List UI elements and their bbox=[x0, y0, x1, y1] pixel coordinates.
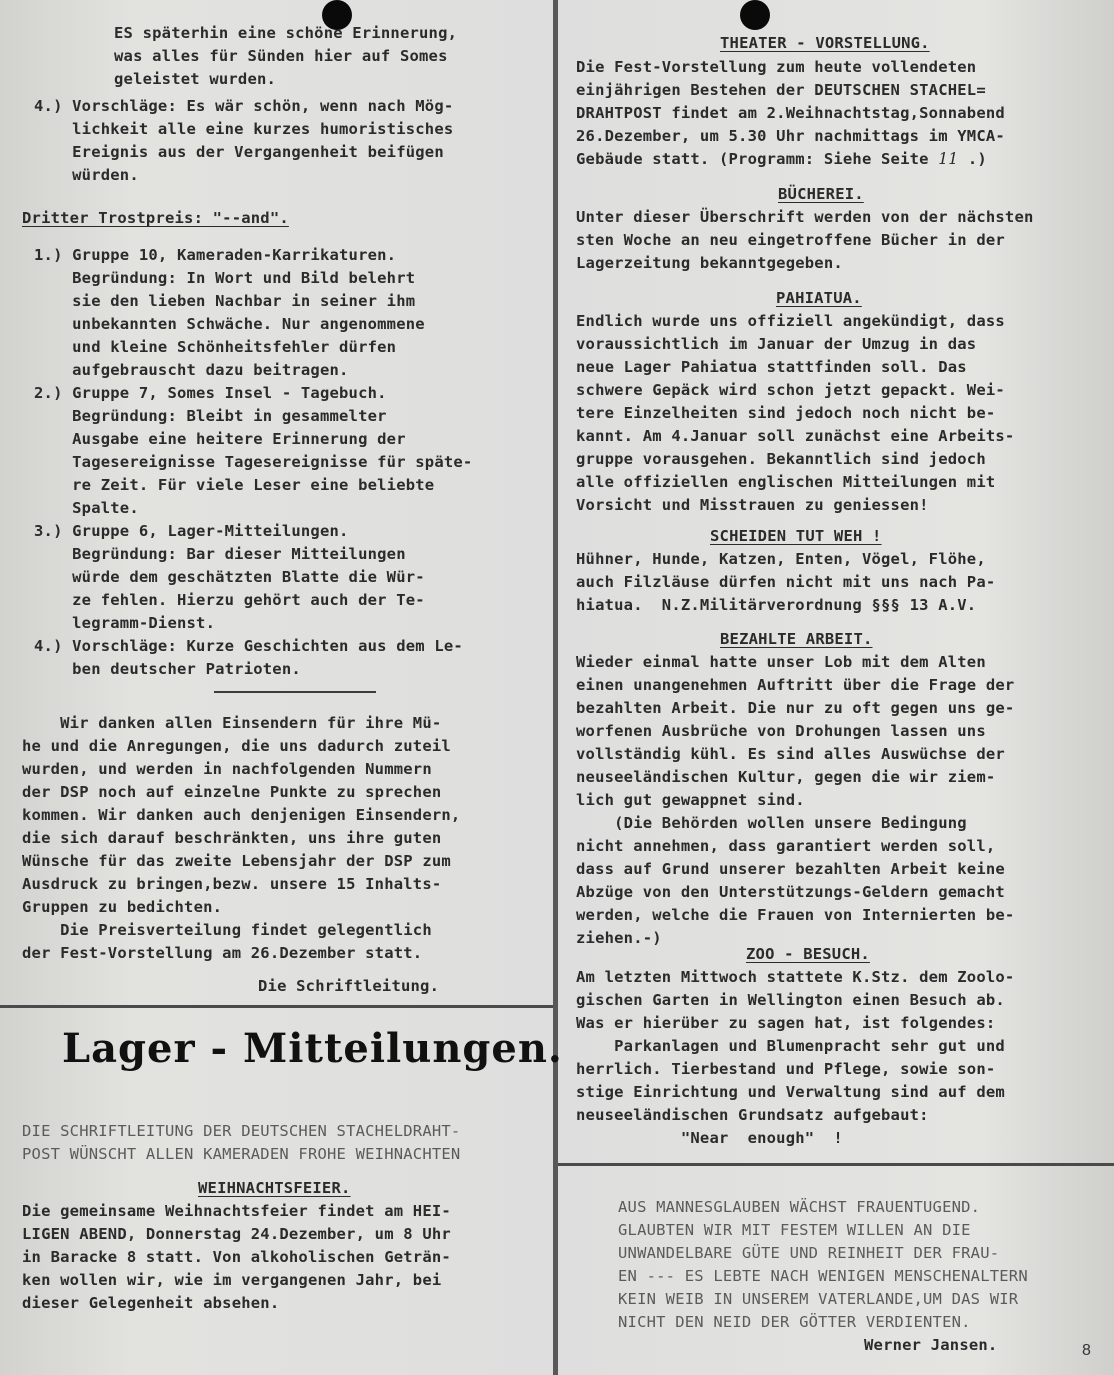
page-number: 8 bbox=[1082, 1342, 1091, 1359]
text-line: POST WÜNSCHT ALLEN KAMERADEN FROHE WEIHNACHTEN bbox=[22, 1145, 461, 1163]
text-line: ES späterhin eine schöne Erinnerung, bbox=[114, 24, 458, 42]
text-line: KEIN WEIB IN UNSEREM VATERLANDE,UM DAS WIR bbox=[618, 1290, 1019, 1308]
text-line: GLAUBTEN WIR MIT FESTEM WILLEN AN DIE bbox=[618, 1221, 971, 1239]
text-line: der DSP noch auf einzelne Punkte zu sprechen bbox=[22, 783, 442, 801]
text-fragment: Gebäude statt. (Programm: Siehe Seite bbox=[576, 150, 939, 168]
text-line: Unter dieser Überschrift werden von der nächsten bbox=[576, 208, 1034, 226]
text-line: dass auf Grund unserer bezahlten Arbeit keine bbox=[576, 860, 1005, 878]
text-line: 4.) Vorschläge: Es wär schön, wenn nach Mög- bbox=[34, 97, 454, 115]
text-line: 3.) Gruppe 6, Lager-Mitteilungen. bbox=[34, 522, 349, 540]
punch-hole-right bbox=[740, 0, 770, 30]
text-line: alle offiziellen englischen Mitteilungen mit bbox=[576, 473, 996, 491]
text-line: Begründung: Bleibt in gesammelter bbox=[34, 407, 387, 425]
text-line: neue Lager Pahiatua stattfinden soll. Das bbox=[576, 358, 967, 376]
text-line: Was er hierüber zu sagen hat, ist folgendes: bbox=[576, 1014, 996, 1032]
text-line: sie den lieben Nachbar in seiner ihm bbox=[34, 292, 416, 310]
text-line: voraussichtlich im Januar der Umzug in das bbox=[576, 335, 977, 353]
signature: Die Schriftleitung. bbox=[258, 977, 440, 995]
text-line: Abzüge von den Unterstützungs-Geldern gemacht bbox=[576, 883, 1005, 901]
text-line: dieser Gelegenheit absehen. bbox=[22, 1294, 280, 1312]
text-line: DIE SCHRIFTLEITUNG DER DEUTSCHEN STACHELDRAHT- bbox=[22, 1122, 461, 1140]
text-line: und kleine Schönheitsfehler dürfen bbox=[34, 338, 397, 356]
text-line: LIGEN ABEND, Donnerstag 24.Dezember, um 8 Uhr bbox=[22, 1225, 451, 1243]
text-line: UNWANDELBARE GÜTE UND REINHEIT DER FRAU- bbox=[618, 1244, 1000, 1262]
text-line: gischen Garten in Wellington einen Besuch ab. bbox=[576, 991, 1005, 1009]
text-line: vollständig kühl. Es sind alles Auswüchse der bbox=[576, 745, 1005, 763]
text-line: neuseeländischen Grundsatz aufgebaut: bbox=[576, 1106, 929, 1124]
section-title: Lager - Mitteilungen. bbox=[62, 1025, 563, 1072]
text-line: in Baracke 8 statt. Von alkoholischen Geträn- bbox=[22, 1248, 451, 1266]
handwritten-page-ref: 11 bbox=[938, 150, 959, 168]
text-line: ziehen.-) bbox=[576, 929, 662, 947]
text-line: Hühner, Hunde, Katzen, Enten, Vögel, Flöhe, bbox=[576, 550, 986, 568]
text-line: Die gemeinsame Weihnachtsfeier findet am HEI- bbox=[22, 1202, 451, 1220]
pahiatua-heading: PAHIATUA. bbox=[776, 289, 862, 307]
text-line: schwere Gepäck wird schon jetzt gepackt. Wei- bbox=[576, 381, 1005, 399]
theater-heading: THEATER - VORSTELLUNG. bbox=[720, 34, 930, 52]
text-line: 1.) Gruppe 10, Kameraden-Karrikaturen. bbox=[34, 246, 397, 264]
text-line: bezahlten Arbeit. Die nur zu oft gegen uns ge- bbox=[576, 699, 1015, 717]
text-line: Endlich wurde uns offiziell angekündigt, dass bbox=[576, 312, 1005, 330]
text-line: sten Woche an neu eingetroffene Bücher in der bbox=[576, 231, 1005, 249]
text-line: ze fehlen. Hierzu gehört auch der Te- bbox=[34, 591, 425, 609]
text-fragment: .) bbox=[958, 150, 987, 168]
text-line: 4.) Vorschläge: Kurze Geschichten aus dem Le- bbox=[34, 637, 463, 655]
text-line: einen unangenehmen Auftritt über die Frage der bbox=[576, 676, 1015, 694]
xmas-heading: WEIHNACHTSFEIER. bbox=[198, 1179, 351, 1197]
text-line: kannt. Am 4.Januar soll zunächst eine Arbeits- bbox=[576, 427, 1015, 445]
text-line: NICHT DEN NEID DER GÖTTER VERDIENTEN. bbox=[618, 1313, 971, 1331]
text-line bbox=[576, 148, 987, 171]
text-line: Begründung: In Wort und Bild belehrt bbox=[34, 269, 416, 287]
text-line: hiatua. N.Z.Militärverordnung §§§ 13 A.V. bbox=[576, 596, 977, 614]
text-line: Gruppen zu bedichten. bbox=[22, 898, 223, 916]
text-line: Vorsicht und Misstrauen zu geniessen! bbox=[576, 496, 929, 514]
text-line: legramm-Dienst. bbox=[34, 614, 216, 632]
text-line: tere Einzelheiten sind jedoch noch nicht be- bbox=[576, 404, 996, 422]
text-line: Ausgabe eine heitere Erinnerung der bbox=[34, 430, 406, 448]
text-line: werden, welche die Frauen von Internierten be- bbox=[576, 906, 1015, 924]
text-line: Tagesereignisse Tagesereignisse für späte- bbox=[34, 453, 473, 471]
text-line: Begründung: Bar dieser Mitteilungen bbox=[34, 545, 406, 563]
text-line: 26.Dezember, um 5.30 Uhr nachmittags im YMCA- bbox=[576, 127, 1005, 145]
text-line: DRAHTPOST findet am 2.Weihnachtstag,Sonnabend bbox=[576, 104, 1005, 122]
text-line: Parkanlagen und Blumenpracht sehr gut und bbox=[576, 1037, 1005, 1055]
text-line: Die Preisverteilung findet gelegentlich bbox=[22, 921, 432, 939]
text-line: nicht annehmen, dass garantiert werden soll, bbox=[576, 837, 996, 855]
horizontal-rule bbox=[0, 1005, 553, 1008]
text-line: ben deutscher Patrioten. bbox=[34, 660, 301, 678]
column-divider bbox=[553, 0, 558, 1375]
text-line: einjährigen Bestehen der DEUTSCHEN STACHEL= bbox=[576, 81, 986, 99]
library-heading: BÜCHEREI. bbox=[778, 185, 864, 203]
text-line: AUS MANNESGLAUBEN WÄCHST FRAUENTUGEND. bbox=[618, 1198, 981, 1216]
text-line: Spalte. bbox=[34, 499, 139, 517]
text-line: lich gut gewappnet sind. bbox=[576, 791, 805, 809]
text-line: Wir danken allen Einsendern für ihre Mü- bbox=[22, 714, 442, 732]
text-line: würden. bbox=[34, 166, 139, 184]
text-line: stige Einrichtung und Verwaltung sind auf dem bbox=[576, 1083, 1005, 1101]
text-line: Die Fest-Vorstellung zum heute vollendeten bbox=[576, 58, 977, 76]
text-line: (Die Behörden wollen unsere Bedingung bbox=[576, 814, 967, 832]
text-line: aufgebrauscht dazu beitragen. bbox=[34, 361, 349, 379]
text-line: 2.) Gruppe 7, Somes Insel - Tagebuch. bbox=[34, 384, 387, 402]
text-line: Ereignis aus der Vergangenheit beifügen bbox=[34, 143, 444, 161]
text-line: was alles für Sünden hier auf Somes bbox=[114, 47, 448, 65]
quote-author: Werner Jansen. bbox=[864, 1336, 998, 1354]
text-line: geleistet wurden. bbox=[114, 70, 277, 88]
text-line: ken wollen wir, wie im vergangenen Jahr, bei bbox=[22, 1271, 442, 1289]
text-line: die sich darauf beschränkten, uns ihre guten bbox=[22, 829, 442, 847]
horizontal-rule bbox=[558, 1163, 1114, 1166]
text-line: auch Filzläuse dürfen nicht mit uns nach Pa- bbox=[576, 573, 996, 591]
text-line: Lagerzeitung bekanntgegeben. bbox=[576, 254, 843, 272]
text-line: Wieder einmal hatte unser Lob mit dem Alten bbox=[576, 653, 986, 671]
zoo-heading: ZOO - BESUCH. bbox=[746, 945, 870, 963]
text-line: lichkeit alle eine kurzes humoristisches bbox=[34, 120, 454, 138]
text-line: "Near enough" ! bbox=[576, 1129, 843, 1147]
text-line: Wünsche für das zweite Lebensjahr der DSP zum bbox=[22, 852, 451, 870]
text-line: neuseeländischen Kultur, gegen die wir ziem- bbox=[576, 768, 996, 786]
text-line: herrlich. Tierbestand und Pflege, sowie son- bbox=[576, 1060, 996, 1078]
text-line: unbekannten Schwäche. Nur angenommene bbox=[34, 315, 425, 333]
prize-heading: Dritter Trostpreis: "--and". bbox=[22, 209, 289, 227]
text-line: wurden, und werden in nachfolgenden Nummern bbox=[22, 760, 432, 778]
text-line: kommen. Wir danken auch denjenigen Einsendern, bbox=[22, 806, 461, 824]
text-line: he und die Anregungen, die uns dadurch zuteil bbox=[22, 737, 451, 755]
text-line: Ausdruck zu bringen,bezw. unsere 15 Inhalts- bbox=[22, 875, 442, 893]
farewell-heading: SCHEIDEN TUT WEH ! bbox=[710, 527, 882, 545]
text-line: EN --- ES LEBTE NACH WENIGEN MENSCHENALTERN bbox=[618, 1267, 1028, 1285]
text-line: re Zeit. Für viele Leser eine beliebte bbox=[34, 476, 435, 494]
text-line: gruppe vorausgehen. Bekanntlich sind jedoch bbox=[576, 450, 986, 468]
paid-work-heading: BEZAHLTE ARBEIT. bbox=[720, 630, 873, 648]
text-line: Am letzten Mittwoch stattete K.Stz. dem Zoolo- bbox=[576, 968, 1015, 986]
text-line: worfenen Ausbrüche von Drohungen lassen uns bbox=[576, 722, 986, 740]
text-line: der Fest-Vorstellung am 26.Dezember statt. bbox=[22, 944, 423, 962]
section-separator bbox=[214, 691, 376, 693]
text-line: würde dem geschätzten Blatte die Wür- bbox=[34, 568, 425, 586]
